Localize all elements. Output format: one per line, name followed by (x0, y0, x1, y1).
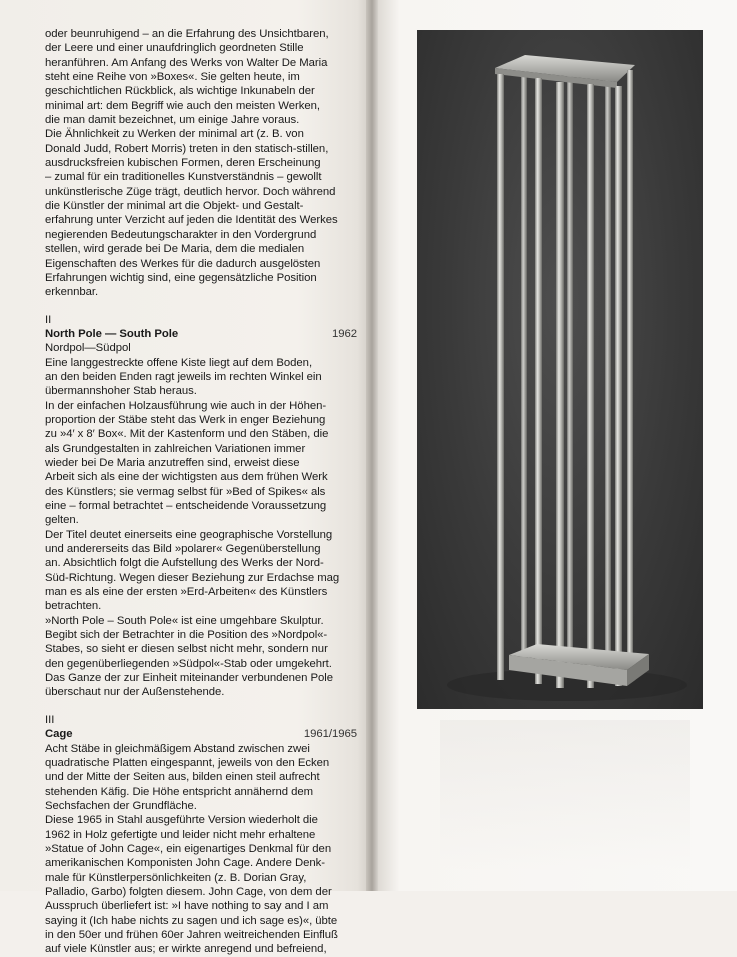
body-paragraph: Eine langgestreckte offene Kiste liegt auf dem Boden, an den beiden Enden ragt jeweils im rechten Winkel ein übermannshoher Stab heraus. (45, 356, 322, 398)
book-gutter (366, 0, 378, 891)
intro-paragraph: oder beunruhigend – an die Erfahrung des Unsichtbaren, der Leere und einer unaufdringlich geordneten Stille heranführen. Am Anfang des Werks von Walter De Maria steht eine Reihe von »Boxes«. Sie gelten heute, im geschichtlichen Rückblick, als wichtige Inkunabeln der minimal art: dem Begriff wie auch den meisten Werken, die man damit bezeichnet, um einige Jahre voraus. Die Ähnlichkeit zu Werken der minimal art (z. B. von Donald Judd, Robert Morris) treten in den statisch-stillen, ausdrucksfreien kubischen Formen, deren Erscheinung – zumal für ein traditionelles Kunstverständnis – gewollt unkünstlerische Züge trägt, deutlich hervor. Doch während die Künstler der minimal art die Objekt- und Gestalt- erfahrung unter Verzicht auf jeden die Identität des Werkes negierenden Bedeutungscharakter in den Vordergrund stellen, wird gerade bei De Maria, dem die medialen Eigenschaften des Werkes für die dadurch ausgelösten Erfahrungen wichtig sind, eine gegensätzliche Position erkennbar. (45, 28, 338, 299)
section-north-pole-south-pole (45, 313, 357, 700)
section-heading (45, 327, 357, 341)
body-paragraph: In der einfachen Holzausführung wie auch in der Höhen- proportion der Stäbe steht das Werk in enger Beziehung zu »4′ x 8′ Box«. Mit der Kastenform und den Stäben, die als Grundgestalten in zahlreichen Variationen immer wieder bei De Maria anzutreffen sind, erweist diese Arbeit sich als eine der wichtigsten aus dem frühen Werk des Künstlers; sie vermag selbst für »Bed of Spikes« als eine – formal betrachtet – entscheidende Voraussetzung gelten. (45, 399, 329, 527)
body-paragraph: Acht Stäbe in gleichmäßigem Abstand zwischen zwei quadratische Platten eingespannt, jeweils von den Ecken und der Mitte der Seiten aus, bilden einen steil aufrecht stehenden Käfig. Die Höhe entspricht annähernd dem Sechsfachen der Grundfläche. (45, 742, 330, 812)
section-title: North Pole — South Pole (45, 327, 179, 340)
section-title: Cage (45, 728, 73, 741)
section-year: 1962 (331, 327, 357, 340)
body-paragraph: Der Titel deutet einerseits eine geographische Vorstellung und andererseits das Bild »polarer« Gegenüberstellung an. Absichtlich folgt die Aufstellung des Werks der Nord- Süd-Richtung. Wegen dieser Beziehung zur Erdachse mag man es als eine der ersten »Erd-Arbeiten« des Künstlers betrachten. (45, 528, 340, 613)
section-heading (45, 727, 357, 741)
cage-sculpture-icon (417, 30, 703, 709)
section-number: III (45, 713, 55, 726)
faded-stamp-area (440, 720, 690, 870)
section-year: 1961/1965 (303, 728, 357, 741)
body-paragraph: »North Pole – South Pole« ist eine umgehbare Skulptur. Begibt sich der Betrachter in die Position des »Nordpol«- Stabes, so sieht er diesen selbst nicht mehr, sondern nur den gegenüberliegenden »Südpol«-Stab oder umgekehrt. Das Ganze der zur Einheit miteinander verbundenen Pole überschaut nur der Außenstehende. (45, 614, 334, 699)
section-cage (45, 713, 357, 957)
body-paragraph: Diese 1965 in Stahl ausgeführte Version wiederholt die 1962 in Holz gefertigte und leider nicht mehr erhaltene »Statue of John Cage«, ein eigenartiges Denkmal für den amerikanischen Komponisten John Cage. Andere Denk- male für Künstlerpersönlichkeiten (z. B. Dorian Gray, Palladio, Garbo) folgten diesem. John Cage, von dem der Ausspruch überliefert ist: »I have nothing to say and I am saying it (Ich habe nichts zu sagen und ich sage es)«, übte in den 50er und frühen 60er Jahren weitreichenden Einfluß auf viele Künstler aus; er wirkte anregend und befreiend, (45, 814, 338, 956)
text-column (45, 27, 357, 957)
cage-sculpture-photo (417, 30, 703, 709)
section-number: II (45, 313, 52, 326)
section-subtitle: Nordpol—Südpol (45, 342, 131, 355)
